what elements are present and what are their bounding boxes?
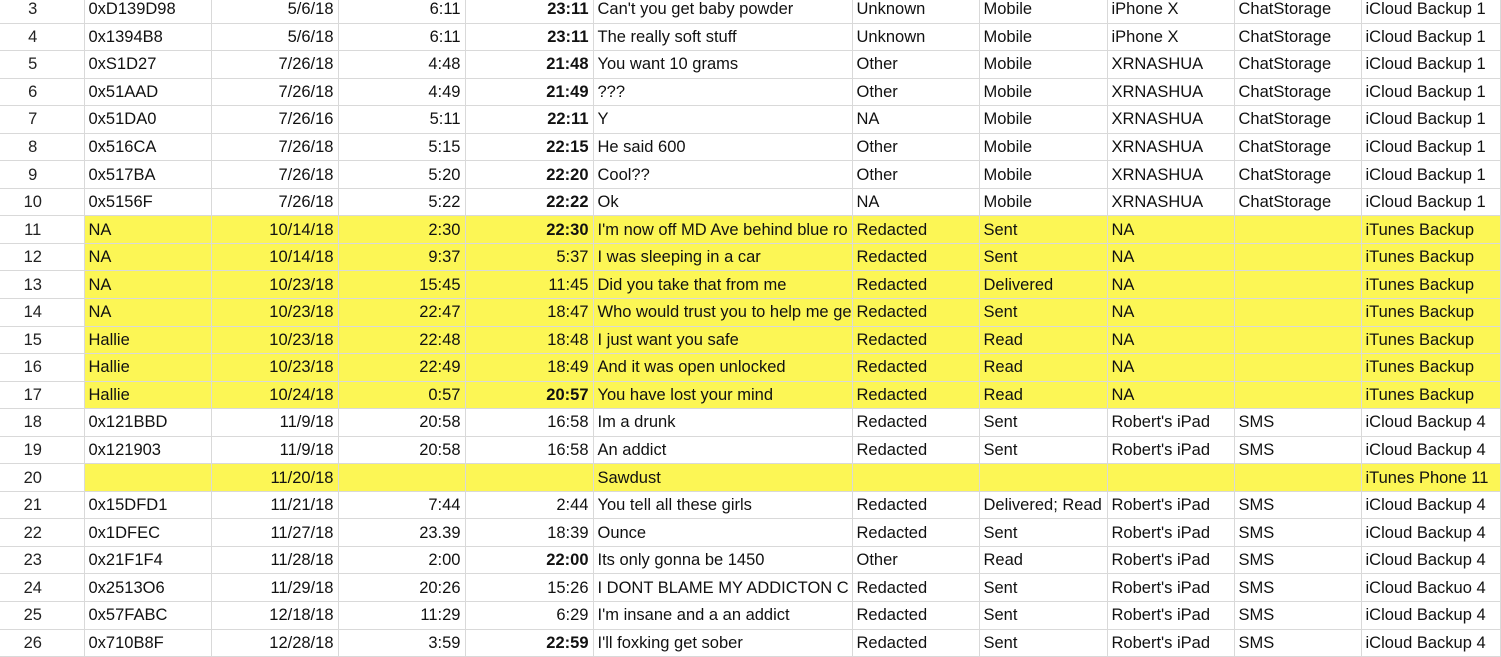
cell-message-id[interactable]: NA	[84, 243, 211, 271]
cell-message-text[interactable]: You tell all these girls	[593, 491, 852, 519]
cell-utc-time[interactable]: 23.39	[338, 519, 465, 547]
cell-backup-source[interactable]: iCloud Backup 1	[1361, 161, 1500, 189]
cell-contact[interactable]: Other	[852, 51, 979, 79]
cell-local-time[interactable]: 21:48	[465, 51, 593, 79]
cell-source-db[interactable]: SMS	[1234, 574, 1361, 602]
cell-utc-time[interactable]: 2:30	[338, 216, 465, 244]
row-header[interactable]: 19	[0, 436, 84, 464]
cell-message-text[interactable]: You have lost your mind	[593, 381, 852, 409]
cell-backup-source[interactable]: iCloud Backup 1	[1361, 0, 1500, 23]
cell-message-text[interactable]: ???	[593, 78, 852, 106]
cell-backup-source[interactable]: iCloud Backup 4	[1361, 519, 1500, 547]
cell-device[interactable]: NA	[1107, 216, 1234, 244]
cell-backup-source[interactable]: iTunes Backup	[1361, 216, 1500, 244]
row-header[interactable]: 4	[0, 23, 84, 51]
table-row	[0, 271, 1500, 299]
table-row	[0, 602, 1500, 630]
cell-local-time[interactable]: 23:11	[465, 0, 593, 23]
cell-contact[interactable]: Redacted	[852, 436, 979, 464]
cell-device[interactable]: XRNASHUA	[1107, 161, 1234, 189]
cell-backup-source[interactable]: iTunes Backup	[1361, 271, 1500, 299]
cell-contact[interactable]: Other	[852, 133, 979, 161]
cell-device[interactable]: Robert's iPad	[1107, 436, 1234, 464]
cell-local-time[interactable]: 22:15	[465, 133, 593, 161]
cell-contact[interactable]: NA	[852, 106, 979, 134]
cell-contact[interactable]: Redacted	[852, 216, 979, 244]
cell-date[interactable]: 11/9/18	[211, 436, 338, 464]
cell-utc-time[interactable]: 5:15	[338, 133, 465, 161]
cell-local-time[interactable]: 16:58	[465, 436, 593, 464]
cell-contact[interactable]: Redacted	[852, 491, 979, 519]
table-row	[0, 464, 1500, 492]
cell-utc-time[interactable]: 22:49	[338, 354, 465, 382]
cell-date[interactable]: 11/9/18	[211, 409, 338, 437]
cell-date[interactable]: 12/28/18	[211, 629, 338, 657]
cell-local-time[interactable]: 22:59	[465, 629, 593, 657]
cell-contact[interactable]	[852, 464, 979, 492]
cell-utc-time[interactable]: 2:00	[338, 546, 465, 574]
table-row	[0, 326, 1500, 354]
cell-source-db[interactable]: ChatStorage	[1234, 23, 1361, 51]
row-header[interactable]: 9	[0, 161, 84, 189]
table-row	[0, 491, 1500, 519]
cell-message-text[interactable]: Its only gonna be 1450	[593, 546, 852, 574]
cell-status[interactable]: Sent	[979, 574, 1107, 602]
cell-backup-source[interactable]: iTunes Backup	[1361, 354, 1500, 382]
cell-source-db[interactable]: ChatStorage	[1234, 78, 1361, 106]
row-header[interactable]: 6	[0, 78, 84, 106]
cell-utc-time[interactable]: 5:20	[338, 161, 465, 189]
row-header[interactable]: 17	[0, 381, 84, 409]
cell-backup-source[interactable]: iCloud Backup 4	[1361, 436, 1500, 464]
cell-utc-time[interactable]: 15:45	[338, 271, 465, 299]
cell-utc-time[interactable]: 5:11	[338, 106, 465, 134]
cell-source-db[interactable]: SMS	[1234, 436, 1361, 464]
cell-utc-time[interactable]: 20:58	[338, 409, 465, 437]
cell-local-time[interactable]: 5:37	[465, 243, 593, 271]
cell-local-time[interactable]: 18:48	[465, 326, 593, 354]
cell-status[interactable]: Sent	[979, 519, 1107, 547]
row-header[interactable]: 14	[0, 299, 84, 327]
cell-source-db[interactable]: SMS	[1234, 409, 1361, 437]
cell-status[interactable]: Mobile	[979, 78, 1107, 106]
cell-backup-source[interactable]: iCloud Backuo 4	[1361, 574, 1500, 602]
table-row	[0, 188, 1500, 216]
table-row	[0, 243, 1500, 271]
cell-source-db[interactable]	[1234, 271, 1361, 299]
cell-date[interactable]: 7/26/18	[211, 161, 338, 189]
cell-message-id[interactable]: 0x121BBD	[84, 409, 211, 437]
cell-status[interactable]: Sent	[979, 629, 1107, 657]
cell-date[interactable]: 7/26/18	[211, 188, 338, 216]
cell-date[interactable]: 10/23/18	[211, 354, 338, 382]
cell-local-time[interactable]: 16:58	[465, 409, 593, 437]
cell-message-text[interactable]: I DONT BLAME MY ADDICTON C	[593, 574, 852, 602]
table-row	[0, 436, 1500, 464]
cell-local-time[interactable]: 2:44	[465, 491, 593, 519]
cell-message-id[interactable]: 0x51AAD	[84, 78, 211, 106]
cell-contact[interactable]: Unknown	[852, 23, 979, 51]
table-row	[0, 51, 1500, 79]
cell-date[interactable]: 7/26/18	[211, 51, 338, 79]
cell-status[interactable]: Sent	[979, 243, 1107, 271]
cell-date[interactable]: 11/29/18	[211, 574, 338, 602]
cell-device[interactable]: XRNASHUA	[1107, 133, 1234, 161]
cell-message-id[interactable]: 0x1394B8	[84, 23, 211, 51]
cell-message-id[interactable]: 0xD139D98	[84, 0, 211, 23]
cell-status[interactable]: Mobile	[979, 161, 1107, 189]
cell-message-text[interactable]: Can't you get baby powder	[593, 0, 852, 23]
cell-source-db[interactable]: ChatStorage	[1234, 0, 1361, 23]
cell-local-time[interactable]: 22:20	[465, 161, 593, 189]
cell-contact[interactable]: Other	[852, 161, 979, 189]
cell-local-time[interactable]: 15:26	[465, 574, 593, 602]
cell-utc-time[interactable]: 22:48	[338, 326, 465, 354]
cell-message-id[interactable]	[84, 464, 211, 492]
cell-contact[interactable]: Redacted	[852, 299, 979, 327]
row-header[interactable]: 22	[0, 519, 84, 547]
cell-backup-source[interactable]: iTunes Backup	[1361, 299, 1500, 327]
cell-local-time[interactable]: 22:30	[465, 216, 593, 244]
cell-backup-source[interactable]: iCloud Backup 4	[1361, 546, 1500, 574]
cell-date[interactable]: 10/23/18	[211, 299, 338, 327]
cell-date[interactable]: 12/18/18	[211, 602, 338, 630]
cell-device[interactable]: iPhone X	[1107, 0, 1234, 23]
cell-status[interactable]: Read	[979, 546, 1107, 574]
cell-message-id[interactable]: 0x51DA0	[84, 106, 211, 134]
cell-message-id[interactable]: 0x516CA	[84, 133, 211, 161]
row-header[interactable]: 7	[0, 106, 84, 134]
cell-source-db[interactable]	[1234, 299, 1361, 327]
cell-device[interactable]: Robert's iPad	[1107, 546, 1234, 574]
cell-message-id[interactable]: 0x1DFEC	[84, 519, 211, 547]
table-row	[0, 106, 1500, 134]
cell-backup-source[interactable]: iCloud Backup 1	[1361, 51, 1500, 79]
cell-status[interactable]: Mobile	[979, 0, 1107, 23]
cell-message-text[interactable]: I'm now off MD Ave behind blue ro	[593, 216, 852, 244]
cell-message-text[interactable]: Cool??	[593, 161, 852, 189]
table-row	[0, 354, 1500, 382]
cell-utc-time[interactable]: 4:48	[338, 51, 465, 79]
cell-contact[interactable]: Redacted	[852, 243, 979, 271]
cell-local-time[interactable]: 22:00	[465, 546, 593, 574]
cell-backup-source[interactable]: iCloud Backup 1	[1361, 78, 1500, 106]
cell-contact[interactable]: Other	[852, 78, 979, 106]
cell-device[interactable]: Robert's iPad	[1107, 602, 1234, 630]
cell-message-text[interactable]: I was sleeping in a car	[593, 243, 852, 271]
cell-utc-time[interactable]: 22:47	[338, 299, 465, 327]
table-row	[0, 216, 1500, 244]
cell-message-text[interactable]: And it was open unlocked	[593, 354, 852, 382]
cell-message-id[interactable]: Hallie	[84, 354, 211, 382]
cell-device[interactable]: NA	[1107, 354, 1234, 382]
row-header[interactable]: 24	[0, 574, 84, 602]
cell-local-time[interactable]: 11:45	[465, 271, 593, 299]
cell-contact[interactable]: Redacted	[852, 326, 979, 354]
cell-status[interactable]: Read	[979, 354, 1107, 382]
cell-contact[interactable]: Redacted	[852, 409, 979, 437]
cell-source-db[interactable]: SMS	[1234, 519, 1361, 547]
table-row	[0, 78, 1500, 106]
row-header[interactable]: 25	[0, 602, 84, 630]
cell-status[interactable]: Sent	[979, 299, 1107, 327]
cell-backup-source[interactable]: iCloud Backup 1	[1361, 23, 1500, 51]
cell-utc-time[interactable]: 11:29	[338, 602, 465, 630]
cell-device[interactable]: Robert's iPad	[1107, 629, 1234, 657]
cell-message-text[interactable]: I'll foxking get sober	[593, 629, 852, 657]
cell-source-db[interactable]: ChatStorage	[1234, 133, 1361, 161]
cell-local-time[interactable]: 22:11	[465, 106, 593, 134]
cell-message-text[interactable]: The really soft stuff	[593, 23, 852, 51]
cell-device[interactable]	[1107, 464, 1234, 492]
cell-device[interactable]: XRNASHUA	[1107, 51, 1234, 79]
cell-date[interactable]: 11/27/18	[211, 519, 338, 547]
cell-backup-source[interactable]: iCloud Backup 4	[1361, 629, 1500, 657]
cell-message-text[interactable]: Y	[593, 106, 852, 134]
cell-source-db[interactable]: ChatStorage	[1234, 161, 1361, 189]
cell-local-time[interactable]: 6:29	[465, 602, 593, 630]
cell-backup-source[interactable]: iTunes Backup	[1361, 381, 1500, 409]
cell-status[interactable]: Mobile	[979, 106, 1107, 134]
table-row	[0, 161, 1500, 189]
row-header[interactable]: 11	[0, 216, 84, 244]
table-row	[0, 519, 1500, 547]
cell-device[interactable]: NA	[1107, 243, 1234, 271]
table-row	[0, 574, 1500, 602]
cell-date[interactable]: 10/14/18	[211, 243, 338, 271]
cell-date[interactable]: 11/21/18	[211, 491, 338, 519]
row-header[interactable]: 23	[0, 546, 84, 574]
cell-message-text[interactable]: Who would trust you to help me ge	[593, 299, 852, 327]
row-header[interactable]: 15	[0, 326, 84, 354]
cell-device[interactable]: Robert's iPad	[1107, 409, 1234, 437]
cell-message-id[interactable]: Hallie	[84, 381, 211, 409]
cell-device[interactable]: Robert's iPad	[1107, 491, 1234, 519]
cell-utc-time[interactable]: 5:22	[338, 188, 465, 216]
table-row	[0, 23, 1500, 51]
cell-utc-time[interactable]: 7:44	[338, 491, 465, 519]
cell-contact[interactable]: NA	[852, 188, 979, 216]
cell-message-text[interactable]: Im a drunk	[593, 409, 852, 437]
cell-date[interactable]: 10/14/18	[211, 216, 338, 244]
cell-message-id[interactable]: 0x121903	[84, 436, 211, 464]
row-header[interactable]: 21	[0, 491, 84, 519]
cell-utc-time[interactable]: 4:49	[338, 78, 465, 106]
cell-source-db[interactable]: SMS	[1234, 546, 1361, 574]
row-header[interactable]: 20	[0, 464, 84, 492]
cell-message-id[interactable]: 0x21F1F4	[84, 546, 211, 574]
cell-device[interactable]: XRNASHUA	[1107, 188, 1234, 216]
cell-device[interactable]: NA	[1107, 271, 1234, 299]
cell-message-text[interactable]: You want 10 grams	[593, 51, 852, 79]
table-row	[0, 629, 1500, 657]
cell-backup-source[interactable]: iCloud Backup 4	[1361, 409, 1500, 437]
cell-source-db[interactable]	[1234, 381, 1361, 409]
cell-message-id[interactable]: NA	[84, 216, 211, 244]
cell-contact[interactable]: Redacted	[852, 354, 979, 382]
cell-device[interactable]: Robert's iPad	[1107, 519, 1234, 547]
cell-status[interactable]: Mobile	[979, 51, 1107, 79]
cell-status[interactable]: Sent	[979, 436, 1107, 464]
table-row	[0, 546, 1500, 574]
cell-local-time[interactable]: 21:49	[465, 78, 593, 106]
cell-local-time[interactable]: 18:47	[465, 299, 593, 327]
cell-status[interactable]: Read	[979, 326, 1107, 354]
cell-contact[interactable]: Redacted	[852, 271, 979, 299]
cell-status[interactable]: Sent	[979, 216, 1107, 244]
cell-contact[interactable]: Unknown	[852, 0, 979, 23]
cell-utc-time[interactable]	[338, 464, 465, 492]
row-header[interactable]: 12	[0, 243, 84, 271]
cell-source-db[interactable]: SMS	[1234, 491, 1361, 519]
cell-status[interactable]: Mobile	[979, 23, 1107, 51]
cell-date[interactable]: 10/23/18	[211, 326, 338, 354]
cell-local-time[interactable]: 18:39	[465, 519, 593, 547]
cell-utc-time[interactable]: 6:11	[338, 23, 465, 51]
cell-source-db[interactable]: SMS	[1234, 602, 1361, 630]
cell-contact[interactable]: Redacted	[852, 574, 979, 602]
row-header[interactable]: 16	[0, 354, 84, 382]
cell-message-text[interactable]: Ounce	[593, 519, 852, 547]
cell-status[interactable]: Mobile	[979, 188, 1107, 216]
cell-status[interactable]	[979, 464, 1107, 492]
cell-device[interactable]: XRNASHUA	[1107, 106, 1234, 134]
cell-date[interactable]: 7/26/18	[211, 133, 338, 161]
cell-contact[interactable]: Redacted	[852, 602, 979, 630]
cell-date[interactable]: 7/26/18	[211, 78, 338, 106]
cell-message-id[interactable]: 0x2513O6	[84, 574, 211, 602]
cell-date[interactable]: 7/26/16	[211, 106, 338, 134]
cell-status[interactable]: Delivered	[979, 271, 1107, 299]
cell-message-text[interactable]: I'm insane and a an addict	[593, 602, 852, 630]
cell-source-db[interactable]	[1234, 216, 1361, 244]
row-header[interactable]: 26	[0, 629, 84, 657]
cell-contact[interactable]: Redacted	[852, 519, 979, 547]
cell-message-id[interactable]: NA	[84, 299, 211, 327]
cell-source-db[interactable]: ChatStorage	[1234, 106, 1361, 134]
cell-contact[interactable]: Redacted	[852, 629, 979, 657]
cell-utc-time[interactable]: 20:58	[338, 436, 465, 464]
cell-backup-source[interactable]: iCloud Backup 1	[1361, 133, 1500, 161]
cell-message-id[interactable]: 0x57FABC	[84, 602, 211, 630]
cell-device[interactable]: NA	[1107, 381, 1234, 409]
cell-backup-source[interactable]: iTunes Backup	[1361, 326, 1500, 354]
cell-message-text[interactable]: An addict	[593, 436, 852, 464]
cell-source-db[interactable]: SMS	[1234, 629, 1361, 657]
cell-status[interactable]: Delivered; Read	[979, 491, 1107, 519]
cell-message-text[interactable]: I just want you safe	[593, 326, 852, 354]
row-header[interactable]: 18	[0, 409, 84, 437]
cell-message-id[interactable]: NA	[84, 271, 211, 299]
cell-utc-time[interactable]: 6:11	[338, 0, 465, 23]
cell-source-db[interactable]	[1234, 243, 1361, 271]
cell-message-id[interactable]: Hallie	[84, 326, 211, 354]
cell-local-time[interactable]: 18:49	[465, 354, 593, 382]
table-row	[0, 409, 1500, 437]
cell-backup-source[interactable]: iCloud Backup 1	[1361, 106, 1500, 134]
cell-message-text[interactable]: He said 600	[593, 133, 852, 161]
cell-message-text[interactable]: Ok	[593, 188, 852, 216]
row-header[interactable]: 8	[0, 133, 84, 161]
cell-utc-time[interactable]: 3:59	[338, 629, 465, 657]
cell-backup-source[interactable]: iCloud Backup 4	[1361, 602, 1500, 630]
table-row	[0, 381, 1500, 409]
row-header[interactable]: 5	[0, 51, 84, 79]
cell-source-db[interactable]	[1234, 326, 1361, 354]
cell-utc-time[interactable]: 9:37	[338, 243, 465, 271]
cell-message-id[interactable]: 0x517BA	[84, 161, 211, 189]
cell-message-text[interactable]: Sawdust	[593, 464, 852, 492]
cell-utc-time[interactable]: 20:26	[338, 574, 465, 602]
cell-date[interactable]: 11/20/18	[211, 464, 338, 492]
cell-source-db[interactable]	[1234, 354, 1361, 382]
cell-message-id[interactable]: 0x5156F	[84, 188, 211, 216]
cell-date[interactable]: 11/28/18	[211, 546, 338, 574]
cell-source-db[interactable]: ChatStorage	[1234, 188, 1361, 216]
cell-local-time[interactable]: 22:22	[465, 188, 593, 216]
cell-date[interactable]: 10/23/18	[211, 271, 338, 299]
cell-status[interactable]: Read	[979, 381, 1107, 409]
cell-backup-source[interactable]: iTunes Phone 11	[1361, 464, 1500, 492]
table-row	[0, 299, 1500, 327]
table-row	[0, 133, 1500, 161]
cell-backup-source[interactable]: iCloud Backup 1	[1361, 188, 1500, 216]
cell-date[interactable]: 10/24/18	[211, 381, 338, 409]
cell-source-db[interactable]	[1234, 464, 1361, 492]
cell-source-db[interactable]: ChatStorage	[1234, 51, 1361, 79]
cell-device[interactable]: Robert's iPad	[1107, 574, 1234, 602]
cell-device[interactable]: NA	[1107, 326, 1234, 354]
row-header[interactable]: 10	[0, 188, 84, 216]
cell-status[interactable]: Mobile	[979, 133, 1107, 161]
row-header[interactable]: 3	[0, 0, 84, 23]
cell-message-text[interactable]: Did you take that from me	[593, 271, 852, 299]
cell-local-time[interactable]: 23:11	[465, 23, 593, 51]
cell-message-id[interactable]: 0x710B8F	[84, 629, 211, 657]
cell-local-time[interactable]	[465, 464, 593, 492]
cell-device[interactable]: iPhone X	[1107, 23, 1234, 51]
cell-message-id[interactable]: 0xS1D27	[84, 51, 211, 79]
cell-device[interactable]: NA	[1107, 299, 1234, 327]
cell-contact[interactable]: Other	[852, 546, 979, 574]
cell-backup-source[interactable]: iCloud Backup 4	[1361, 491, 1500, 519]
cell-message-id[interactable]: 0x15DFD1	[84, 491, 211, 519]
cell-device[interactable]: XRNASHUA	[1107, 78, 1234, 106]
cell-date[interactable]: 5/6/18	[211, 0, 338, 23]
cell-status[interactable]: Sent	[979, 602, 1107, 630]
cell-utc-time[interactable]: 0:57	[338, 381, 465, 409]
row-header[interactable]: 13	[0, 271, 84, 299]
cell-status[interactable]: Sent	[979, 409, 1107, 437]
cell-date[interactable]: 5/6/18	[211, 23, 338, 51]
table-row	[0, 0, 1500, 23]
cell-local-time[interactable]: 20:57	[465, 381, 593, 409]
cell-backup-source[interactable]: iTunes Backup	[1361, 243, 1500, 271]
cell-contact[interactable]: Redacted	[852, 381, 979, 409]
